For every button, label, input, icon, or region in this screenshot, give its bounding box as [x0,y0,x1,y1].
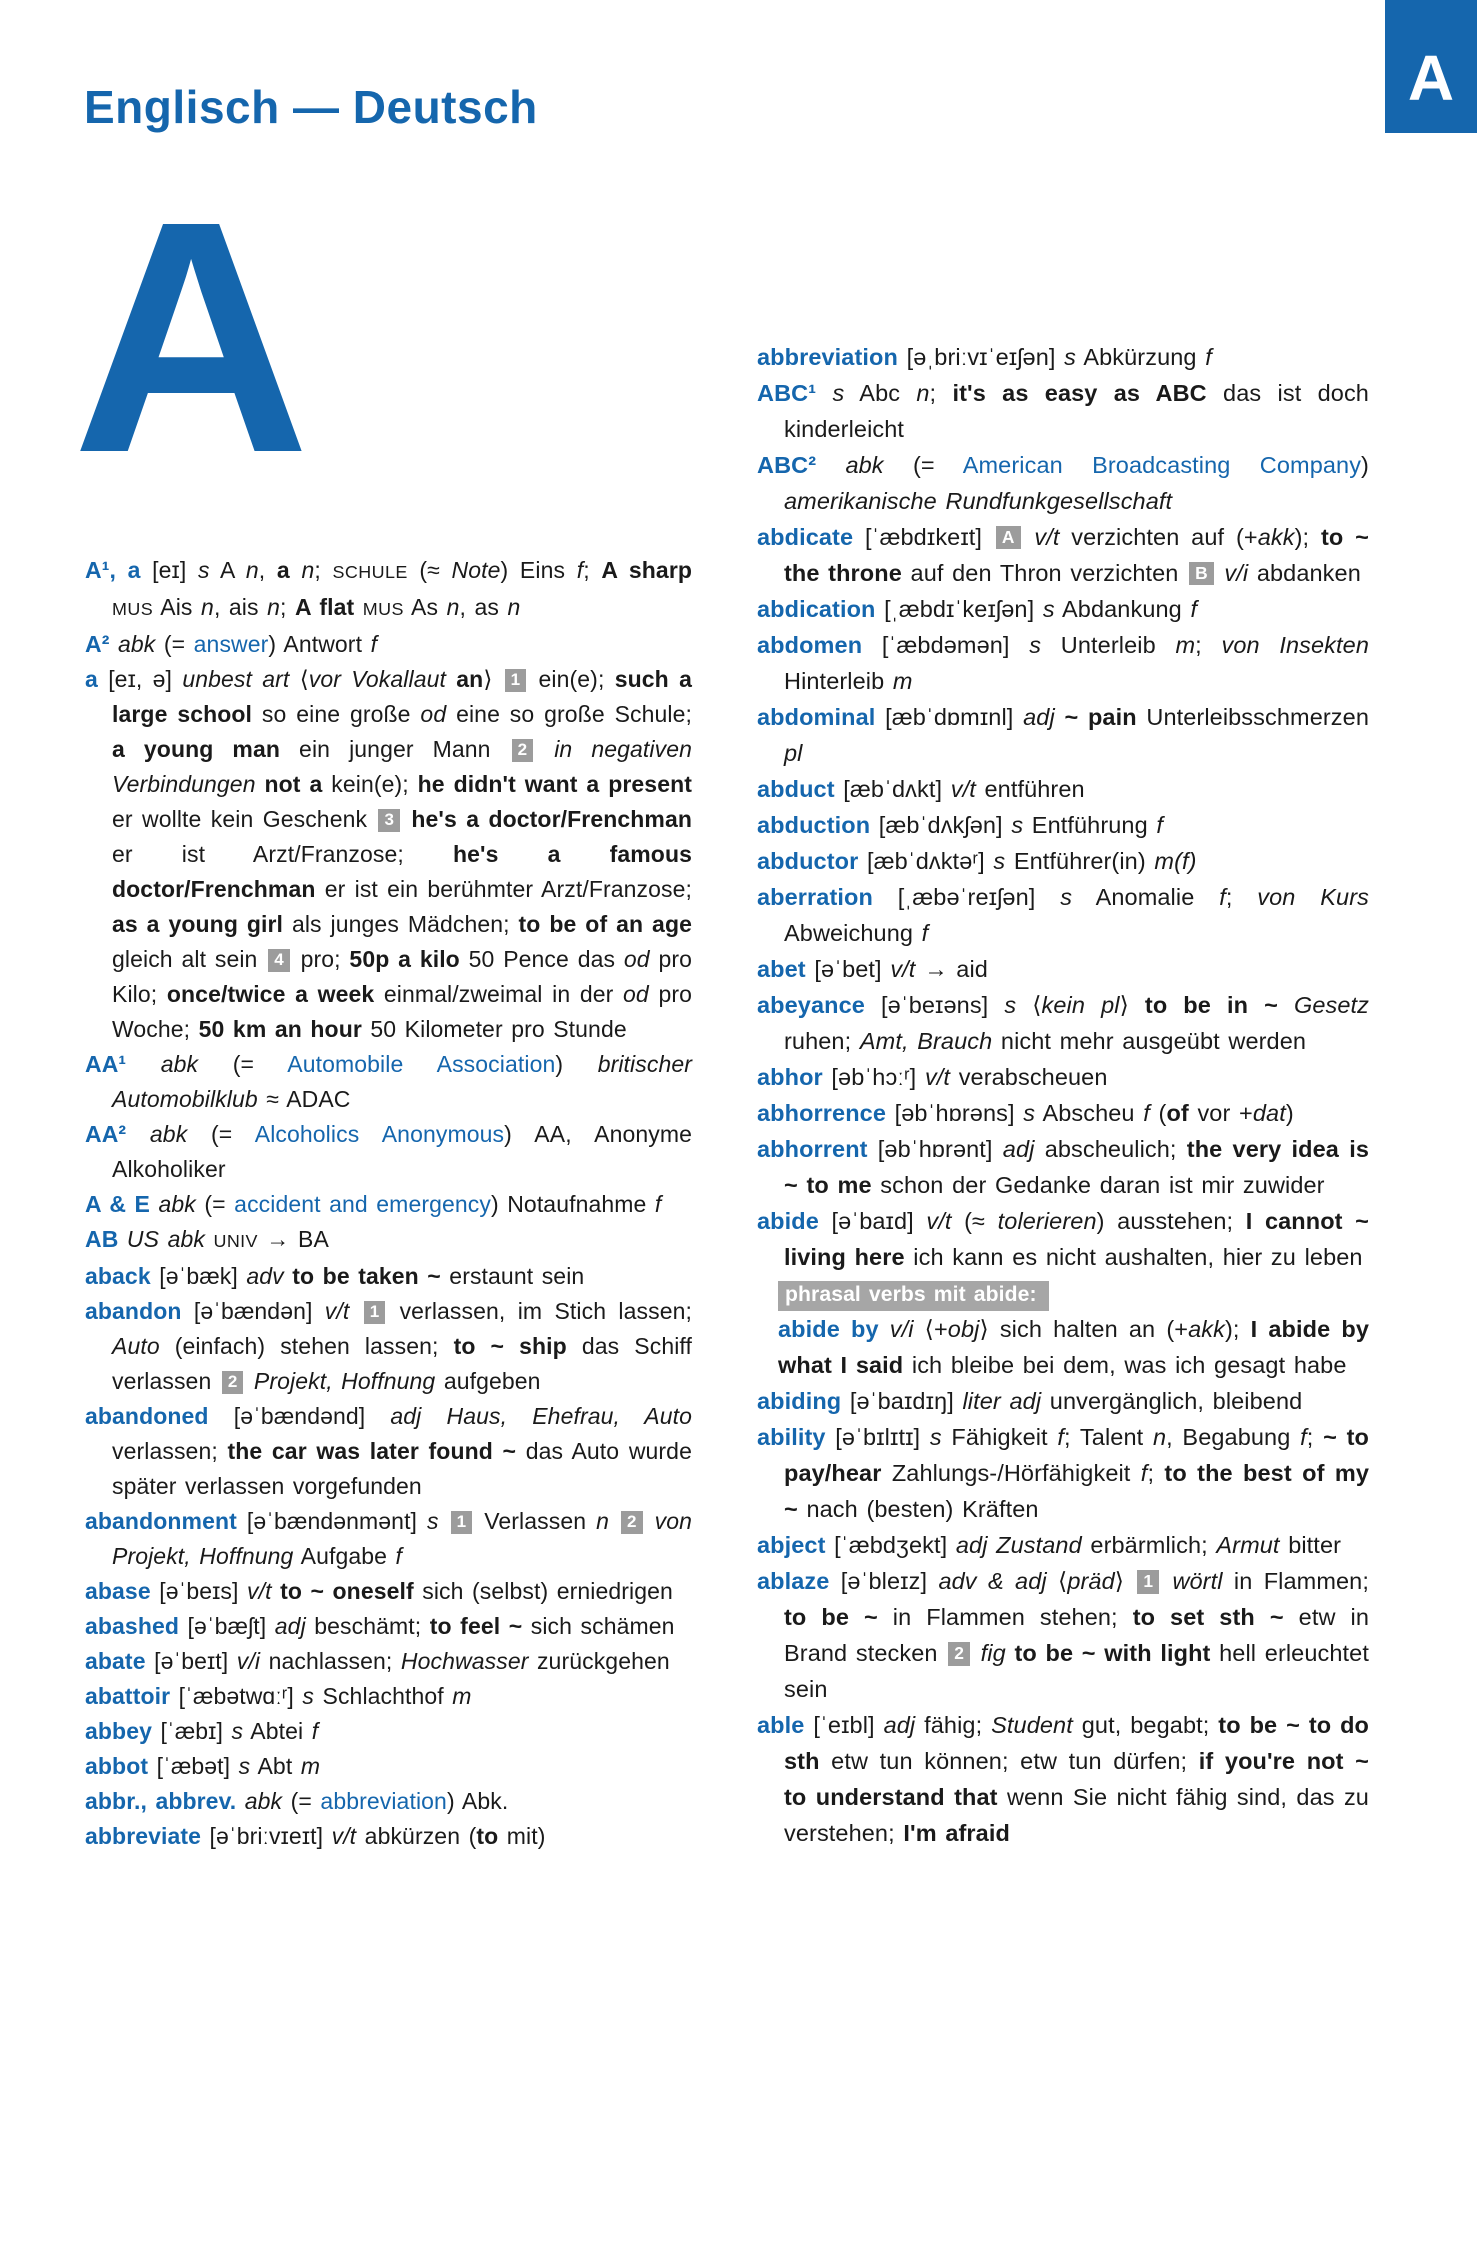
dictionary-entry: able [ˈeɪbl] adj fähig; Student gut, begabt; to be ~ to do sth etw tun können; etw tun dürfen; if you're not ~ to understand that wenn Sie nicht fähig sind, das zu verstehen; I'm afraid [757,1712,1370,1847]
dictionary-entry: abattoir [ˈæbətwɑːʳ] s Schlachthof m [85,1683,472,1709]
dictionary-subentry: abide by v/i ⟨+obj⟩ sich halten an (+akk); I abide by what I said ich bleibe bei dem, was ich gesagt habe [778,1316,1369,1379]
dictionary-entry: abashed [əˈbæʃt] adj beschämt; to feel ~ sich schämen [85,1613,675,1639]
headword: abbey [85,1718,152,1744]
headword: abattoir [85,1683,171,1709]
dictionary-entry: ABC² abk (= American Broadcasting Company) amerikanische Rundfunkgesellschaft [757,452,1369,514]
sense-marker: 1 [364,1301,386,1324]
column-right [757,339,1369,1851]
dictionary-entry: abet [əˈbet] v/t → aid [757,956,988,982]
dictionary-entry: abdominal [æbˈdɒmɪnl] adj ~ pain Unterleibsschmerzen pl [757,704,1369,766]
headword: abject [757,1532,826,1559]
headword: abide [757,1208,819,1234]
dictionary-entry: abbey [ˈæbɪ] s Abtei f [85,1718,319,1744]
dictionary-entry: A & E abk (= accident and emergency) Notaufnahme f [85,1191,662,1217]
headword: aberration [757,884,873,910]
headword: abdication [757,596,876,622]
headword: abase [85,1578,151,1604]
dictionary-entry: abdication [ˌæbdɪˈkeɪʃən] s Abdankung f [757,596,1198,622]
headword: A² [85,631,110,657]
dictionary-entry: abandoned [əˈbændənd] adj Haus, Ehefrau, Auto verlassen; the car was later found ~ das Auto wurde später verlassen vorgefunden [85,1403,692,1499]
sense-marker: 4 [268,949,290,972]
dictionary-entry: A¹, a [eɪ] s A n, a n; SCHULE (≈ Note) Eins f; A sharp MUS Ais n, ais n; A flat MUS As n, as n [85,557,693,620]
dictionary-entry: aback [əˈbæk] adv to be taken ~ erstaunt sein [85,1263,585,1289]
thumb-index-letter: A [1407,41,1455,114]
headword: abeyance [757,992,865,1018]
cross-reference: Automobile Association [287,1051,556,1077]
headword: abbreviate [85,1823,202,1849]
headword: abandonment [85,1508,237,1534]
dictionary-entry: AA¹ abk (= Automobile Association) britischer Automobilklub ≈ ADAC [85,1051,692,1112]
headword: abhorrent [757,1136,868,1162]
headword: AB [85,1226,119,1252]
dictionary-entry: abductor [æbˈdʌktəʳ] s Entführer(in) m(f) [757,848,1197,874]
headword: abiding [757,1388,842,1415]
headword: abbr., abbrev. [85,1788,237,1814]
dictionary-entry: abandon [əˈbændən] v/t 1 verlassen, im Stich lassen; Auto (einfach) stehen lassen; to ~ ship das Schiff verlassen 2 Projekt, Hoffnung aufgeben [85,1298,692,1394]
dictionary-entry: abhorrence [əbˈhɒrəns] s Abscheu f (of vor +dat) [757,1100,1294,1126]
headword: ability [757,1424,826,1451]
headword: ABC¹ [757,380,817,406]
dictionary-entry: aberration [ˌæbəˈreɪʃən] s Anomalie f; von Kurs Abweichung f [757,884,1370,946]
headword: abduction [757,812,871,838]
sense-marker: 2 [222,1371,244,1394]
sense-marker: 1 [451,1511,473,1534]
dictionary-entry: abhorrent [əbˈhɒrənt] adj abscheulich; the very idea is ~ to me schon der Gedanke daran ist mir zuwider [757,1136,1369,1198]
sense-marker: 3 [378,809,400,832]
headword: abashed [85,1613,180,1639]
dictionary-entry: ability [əˈbɪlɪtɪ] s Fähigkeit f; Talent n, Begabung f; ~ to pay/hear Zahlungs-/Hörfähigkeit f; to the best of my ~ nach (besten) Kräften [757,1424,1369,1523]
dictionary-entry: abject [ˈæbdʒekt] adj Zustand erbärmlich; Armut bitter [757,1532,1342,1559]
dictionary-entry: abbreviation [əˌbriːvɪˈeɪʃən] s Abkürzung f [757,344,1212,370]
headword: abhorrence [757,1100,886,1126]
headword: ABC² [757,452,817,478]
cross-reference: abbreviation [320,1788,447,1814]
thumb-index-tab [1385,0,1477,133]
dictionary-entry: abeyance [əˈbeɪəns] s ⟨kein pl⟩ to be in ~ Gesetz ruhen; Amt, Brauch nicht mehr ausgeübt werden [757,992,1370,1054]
headword: abandon [85,1298,182,1324]
dictionary-entry: abandonment [əˈbændənmənt] s 1 Verlassen n 2 von Projekt, Hoffnung Aufgabe f [85,1508,692,1569]
column-left [85,553,692,1854]
sense-marker: 2 [948,1642,970,1665]
headword: abide by [778,1316,879,1343]
dictionary-entry: abbreviate [əˈbriːvɪeɪt] v/t abkürzen (to mit) [85,1823,546,1849]
headword: a [85,666,98,692]
phrasal-verbs-bar [757,1275,1369,1311]
headword: able [757,1712,805,1739]
dictionary-entry: abduct [æbˈdʌkt] v/t entführen [757,776,1085,802]
sense-marker: B [1189,562,1214,585]
headword: abdicate [757,524,854,550]
dictionary-entry: ABC¹ s Abc n; it's as easy as ABC das ist doch kinderleicht [757,380,1369,442]
cross-reference: American Broadcasting Company [962,452,1362,478]
headword: aback [85,1263,151,1289]
dictionary-entry: abide [əˈbaɪd] v/t (≈ tolerieren) ausstehen; I cannot ~ living here ich kann es nicht aushalten, hier zu leben [757,1208,1369,1270]
phrasal-verbs-bar-label: phrasal verbs mit abide: [778,1281,1049,1311]
cross-reference: Alcoholics Anonymous [254,1121,505,1147]
dictionary-entry: abate [əˈbeɪt] v/i nachlassen; Hochwasser zurückgehen [85,1648,670,1674]
headword: abbot [85,1753,149,1779]
headword: abdominal [757,704,876,730]
headword: abet [757,956,806,982]
headword: abandoned [85,1403,209,1429]
headword: abduct [757,776,835,802]
page-title: Englisch — Deutsch [84,81,538,133]
dictionary-entry: AB US abk UNIV → BA [85,1226,329,1252]
sense-marker: 2 [621,1511,643,1534]
headword: ablaze [757,1568,830,1595]
sense-marker: 2 [512,739,534,762]
headword: abductor [757,848,859,874]
headword: AA² [85,1121,127,1147]
cross-reference: answer [193,631,269,657]
headword: A & E [85,1191,150,1217]
dictionary-entry: AA² abk (= Alcoholics Anonymous) AA, Anonyme Alkoholiker [85,1121,692,1182]
dictionary-entry: abbot [ˈæbət] s Abt m [85,1753,321,1779]
headword: abate [85,1648,146,1674]
headword: AA¹ [85,1051,127,1077]
headword: abbreviation [757,344,898,370]
dictionary-entry: abdicate [ˈæbdɪkeɪt] A v/t verzichten auf (+akk); to ~ the throne auf den Thron verzichten B v/i abdanken [757,524,1369,586]
dictionary-entry: abdomen [ˈæbdəmən] s Unterleib m; von Insekten Hinterleib m [757,632,1369,694]
cross-reference: accident and emergency [234,1191,491,1217]
dictionary-entry: A² abk (= answer) Antwort f [85,631,378,657]
dictionary-entry: abase [əˈbeɪs] v/t to ~ oneself sich (selbst) erniedrigen [85,1578,673,1604]
dictionary-entry: ablaze [əˈbleɪz] adv & adj ⟨präd⟩ 1 wörtl in Flammen; to be ~ in Flammen stehen; to set sth ~ etw in Brand stecken 2 fig to be ~ with light hell erleuchtet sein [757,1568,1370,1703]
dictionary-entry: a [eɪ, ə] unbest art ⟨vor Vokallaut an⟩ 1 ein(e); such a large school so eine große od eine so große Schule; a young man ein junger Mann 2 in negativen Verbindungen not a kein(e); he didn't want a present er wollte kein Geschenk 3 he's a doctor/Frenchman er ist Arzt/Franzose; he's a famous doctor/Frenchman er ist ein berühmter Arzt/Franzose; as a young girl als junges Mädchen; to be of an age gleich alt sein 4 pro; 50p a kilo 50 Pence das od pro Kilo; once/twice a week einmal/zweimal in der od pro Woche; 50 km an hour 50 Kilometer pro Stunde [85,666,692,1042]
sense-marker: 1 [505,669,527,692]
headword: abhor [757,1064,823,1090]
sense-marker: 1 [1137,1570,1159,1593]
headword: abdomen [757,632,863,658]
section-letter: A [72,152,311,521]
dictionary-entry: abhor [əbˈhɔːʳ] v/t verabscheuen [757,1064,1108,1090]
dictionary-entry: abduction [æbˈdʌkʃən] s Entführung f [757,812,1164,838]
headword: A¹, a [85,557,141,583]
sense-marker: A [996,526,1021,549]
dictionary-entry: abiding [əˈbaɪdɪŋ] liter adj unvergänglich, bleibend [757,1388,1303,1415]
dictionary-entry: abbr., abbrev. abk (= abbreviation) Abk. [85,1788,509,1814]
